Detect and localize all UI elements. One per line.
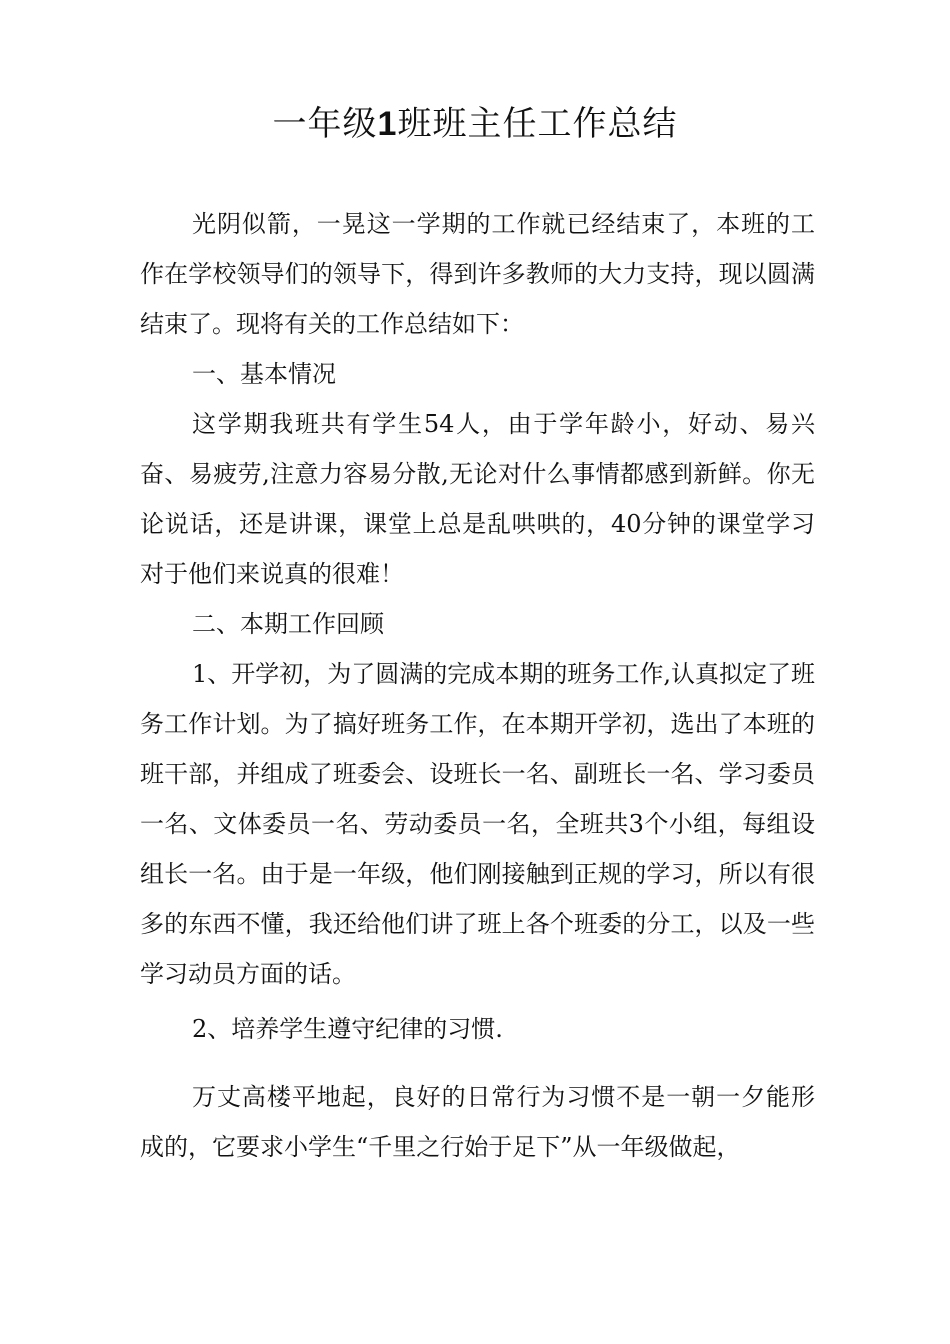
section-heading-basic-situation: 一、基本情况 (192, 360, 336, 388)
document-title (0, 98, 950, 150)
title-suffix: 班班主任工作总结 (397, 104, 678, 144)
title-number: 1 (377, 105, 398, 143)
section-heading-work-review: 二、本期工作回顾 (192, 610, 384, 638)
paragraph-intro: 光阴似箭，一晃这一学期的工作就已经结束了，本班的工作在学校领导们的领导下，得到许多教师的大力支持，现以圆满结束了。现将有关的工作总结如下： (140, 210, 815, 338)
paragraph-work-review-1: 1、开学初，为了圆满的完成本期的班务工作,认真拟定了班务工作计划。为了搞好班务工作，在本期开学初，选出了本班的班干部，并组成了班委会、设班长一名、副班长一名、学习委员一名、文体委员一名、劳动委员一名，全班共3个小组，每组设组长一名。由于是一年级，他们刚接触到正规的学习，所以有很多的东西不懂，我还给他们讲了班上各个班委的分工，以及一些学习动员方面的话。 (140, 660, 815, 988)
title-prefix: 一年级 (272, 104, 378, 144)
paragraph-work-review-2-heading: 2、培养学生遵守纪律的习惯. (192, 1015, 503, 1043)
paragraph-basic-situation: 这学期我班共有学生54人，由于学年龄小，好动、易兴奋、易疲劳,注意力容易分散,无论对什么事情都感到新鲜。你无论说话，还是讲课，课堂上总是乱哄哄的，40分钟的课堂学习对于他们来说真的很难！ (140, 410, 815, 588)
paragraph-habits: 万丈高楼平地起，良好的日常行为习惯不是一朝一夕能形成的，它要求小学生“千里之行始于足下”从一年级做起， (140, 1083, 815, 1161)
